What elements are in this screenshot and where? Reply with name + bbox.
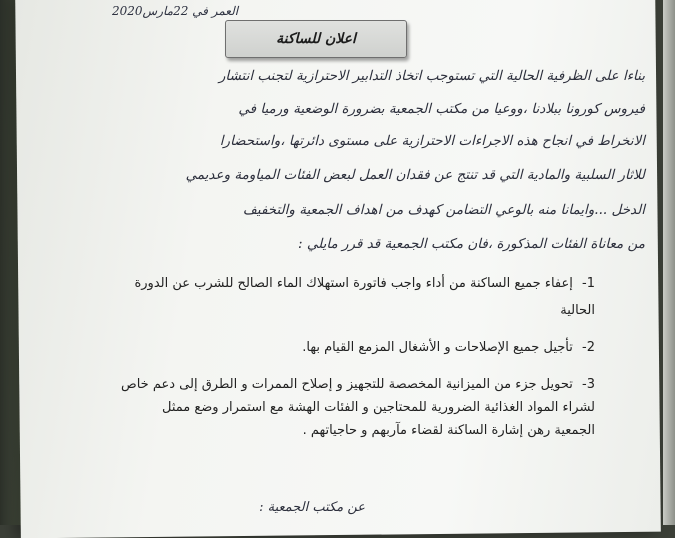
decision-item-continuation: لشراء المواد الغذائية الضرورية للمحتاجين و الفئات الهشة مع استمرار وضع ممثل xyxy=(161,400,595,415)
document-date: العمر في 22مارس2020 xyxy=(112,4,239,18)
sheet-edge xyxy=(663,0,675,525)
body-line: الانخراط في انجاح هذه الاجراءات الاحترازية على مستوى دائرتها ،واستحضارا xyxy=(219,133,645,149)
item-text: تحويل جزء من الميزانية المخصصة للتجهيز و إصلاح الممرات و الطرق إلى دعم خاص xyxy=(121,377,573,392)
title-box xyxy=(225,20,407,58)
decision-item-continuation: الجمعية رهن إشارة الساكنة لقضاء مآربهم و حاجياتهم . xyxy=(302,423,595,438)
item-number: 2- xyxy=(582,340,595,355)
body-line: بناءا على الظرفية الحالية التي تستوجب اتخاذ التدابير الاحترازية لتجنب انتشار xyxy=(218,68,645,84)
body-line: الدخل ...وايمانا منه بالوعي التضامن كهدف من اهداف الجمعية والتخفيف xyxy=(242,202,645,218)
decision-item xyxy=(35,377,595,392)
item-text: إعفاء جميع الساكنة من أداء واجب فاتورة استهلاك الماء الصالح للشرب عن الدورة xyxy=(134,276,573,291)
signature-line: عن مكتب الجمعية : xyxy=(259,500,365,515)
item-number: 3- xyxy=(582,377,595,392)
decision-item xyxy=(35,340,595,355)
decision-item-continuation: الحالية xyxy=(560,303,595,318)
body-line: فيروس كورونا ببلادنا ،ووعيا من مكتب الجمعية بضرورة الوضعية ورميا في xyxy=(238,101,645,117)
item-text: تأجيل جميع الإصلاحات و الأشغال المزمع القيام بها. xyxy=(302,340,573,355)
document-title: اعلان للساكنة xyxy=(276,31,356,47)
body-line: للاثار السلبية والمادية التي قد تنتج عن فقدان العمل لبعض الفئات المياومة وعديمي xyxy=(185,167,645,183)
body-line: من معاناة الفئات المذكورة ،فان مكتب الجمعية قد قرر مايلي : xyxy=(298,236,645,252)
item-number: 1- xyxy=(582,276,595,291)
decision-item xyxy=(35,276,595,291)
